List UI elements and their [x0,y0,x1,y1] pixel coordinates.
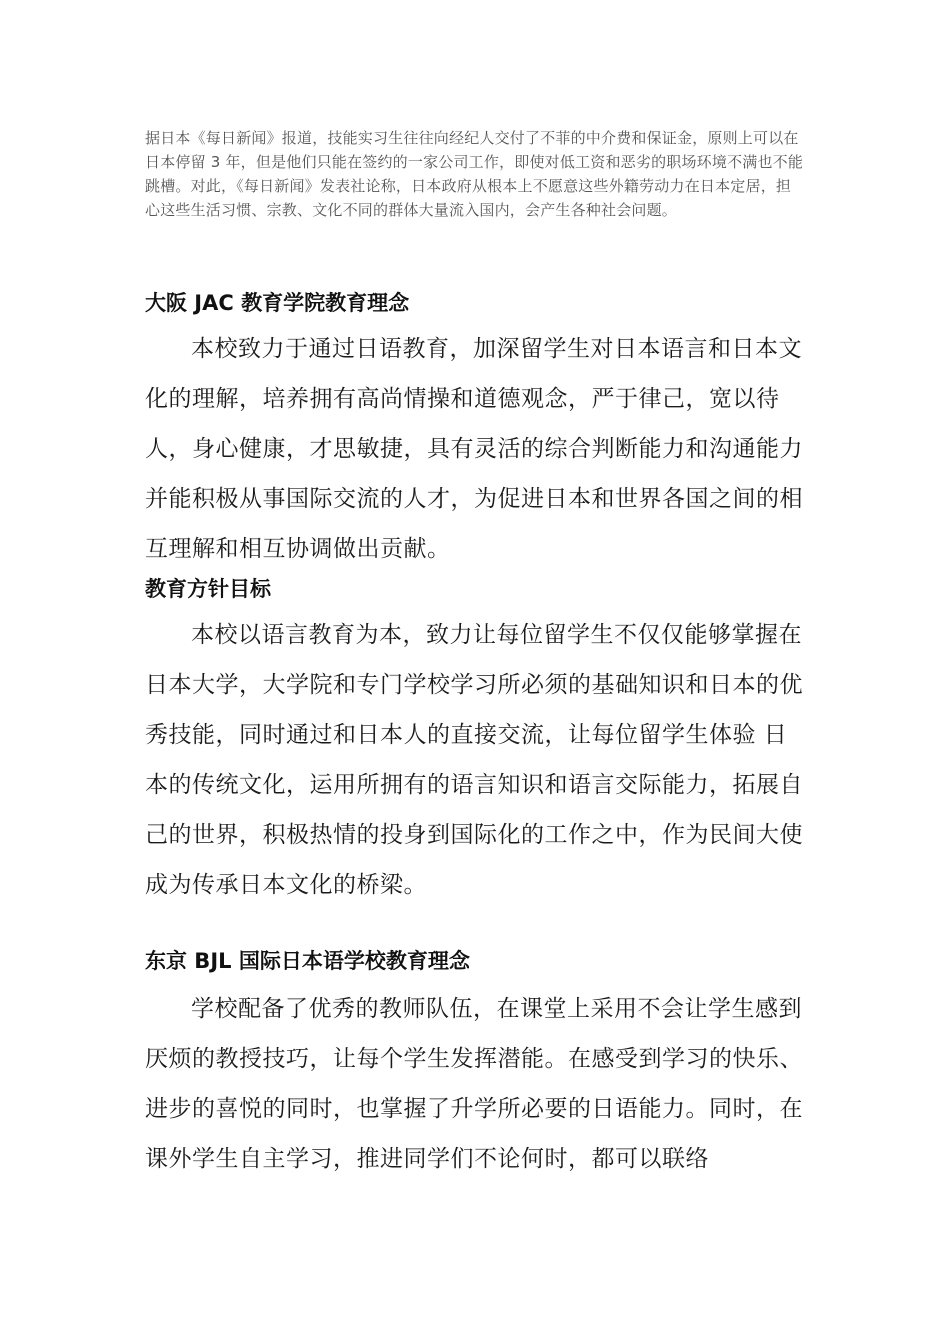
section-heading-education-policy: 教育方针目标 [145,577,271,601]
section-heading-tokyo-bjl: 东京 BJL 国际日本语学校教育理念 [145,949,470,973]
section-heading-osaka-jac: 大阪 JAC 教育学院教育理念 [145,291,410,315]
section-body-osaka-jac: 本校致力于通过日语教育，加深留学生对日本语言和日本文化的理解，培养拥有高尚情操和道德观念，严于律己，宽以待人，身心健康，才思敏捷，具有灵活的综合判断能力和沟通能力并能积极从事国际交流的人才，为促进日本和世界各国之间的相互理解和相互协调做出贡献。 [145,336,803,562]
intro-paragraph: 据日本《每日新闻》报道，技能实习生往往向经纪人交付了不菲的中介费和保证金，原则上可以在日本停留 3 年，但是他们只能在签约的一家公司工作，即使对低工资和恶劣的职场环境不满也不能跳槽。对此，《每日新闻》发表社论称，日本政府从根本上不愿意这些外籍劳动力在日本定居，担心这些生活习惯、宗教、文化不同的群体大量流入国内，会产生各种社会问题。 [145,129,804,219]
section-body-tokyo-bjl: 学校配备了优秀的教师队伍，在课堂上采用不会让学生感到厌烦的教授技巧，让每个学生发挥潜能。在感受到学习的快乐、进步的喜悦的同时，也掌握了升学所必要的日语能力。同时，在课外学生自主学习，推进同学们不论何时，都可以联络 [145,996,803,1172]
section-body-education-policy: 本校以语言教育为本，致力让每位留学生不仅仅能够掌握在日本大学，大学院和专门学校学习所必须的基础知识和日本的优秀技能，同时通过和日本人的直接交流，让每位留学生体验 日本的传统文化，运用所拥有的语言知识和语言交际能力，拓展自己的世界，积极热情的投身到国际化的工作之中，作为民间大使成为传承日本文化的桥梁。 [145,622,803,898]
document-page [145,126,805,1184]
